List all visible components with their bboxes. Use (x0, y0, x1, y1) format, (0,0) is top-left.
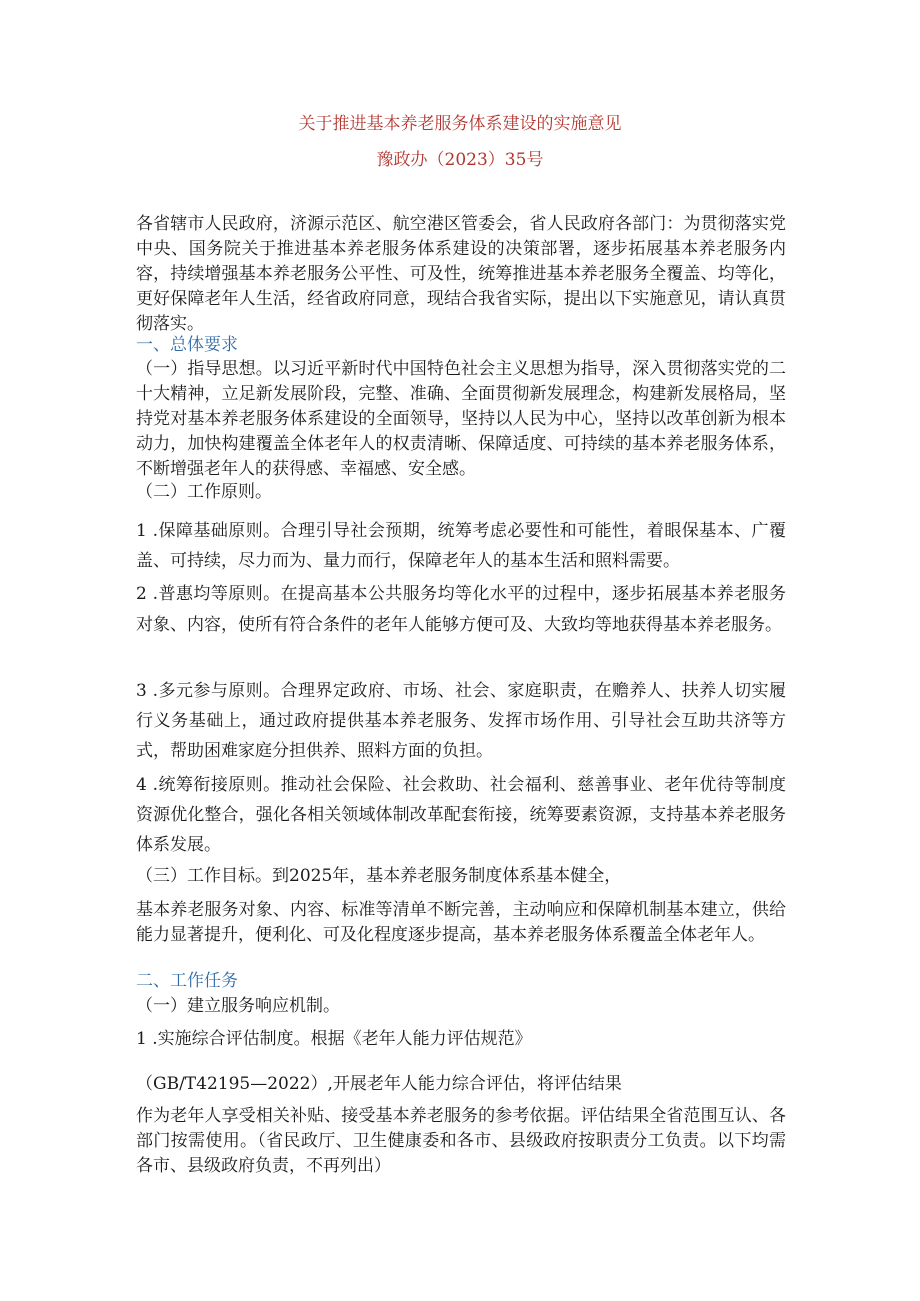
principle-1: 1 .保障基础原则。合理引导社会预期，统筹考虑必要性和可能性，着眼保基本、广覆盖、可持续，尽力而为、量力而行，保障老年人的基本生活和照料需要。 (136, 521, 786, 571)
principle-3: 3 .多元参与原则。合理界定政府、市场、社会、家庭职责，在赡养人、扶养人切实履行义务基础上，通过政府提供基本养老服务、发挥市场作用、引导社会互助共济等方式，帮助困难家庭分担供养、照料方面的负担。 (136, 681, 786, 761)
principle-2: 2 .普惠均等原则。在提高基本公共服务均等化水平的过程中，逐步拓展基本养老服务对象、内容，使所有符合条件的老年人能够方便可及、大致均等地获得基本养老服务。 (136, 584, 786, 635)
work-goal-line-1: （三）工作目标。到2025年，基本养老服务制度体系基本健全， (136, 866, 622, 886)
guiding-thought-paragraph: （一）指导思想。以习近平新时代中国特色社会主义思想为指导，深入贯彻落实党的二十大精神，立足新发展阶段，完整、准确、全面贯彻新发展理念，构建新发展格局，坚持党对基本养老服务体系建设的全面领导，坚持以人民为中心，坚持以改革创新为根本动力，加快构建覆盖全体老年人的权责清晰、保障适度、可持续的基本养老服务体系，不断增强老年人的获得感、幸福感、安全感。 (136, 359, 786, 479)
work-goal-line-2: 基本养老服务对象、内容、标准等清单不断完善，主动响应和保障机制基本建立，供给能力显著提升，便利化、可及化程度逐步提高，基本养老服务体系覆盖全体老年人。 (136, 900, 786, 945)
section-heading-general-requirements: 一、总体要求 (136, 335, 238, 355)
task-1-line-2: （GB/T42195—2022）,开展老年人能力综合评估，将评估结果 (136, 1074, 622, 1094)
principle-4: 4 .统筹衔接原则。推动社会保险、社会救助、社会福利、慈善事业、老年优待等制度资源优化整合，强化各相关领域体制改革配套衔接，统筹要素资源，支持基本养老服务体系发展。 (136, 775, 786, 855)
document-title: 关于推进基本养老服务体系建设的实施意见 (298, 114, 622, 134)
principles-heading: （二）工作原则。 (136, 482, 272, 502)
task-1-line-1: 1 .实施综合评估制度。根据《老年人能力评估规范》 (136, 1029, 532, 1049)
section-heading-work-tasks: 二、工作任务 (136, 971, 238, 991)
mechanism-heading: （一）建立服务响应机制。 (136, 996, 340, 1016)
task-1-line-3: 作为老年人享受相关补贴、接受基本养老服务的参考依据。评估结果全省范围互认、各部门按需使用。（省民政厅、卫生健康委和各市、县级政府按职责分工负责。以下均需各市、县级政府负责，不再列出） (136, 1106, 786, 1176)
intro-paragraph: 各省辖市人民政府，济源示范区、航空港区管委会，省人民政府各部门：为贯彻落实党中央、国务院关于推进基本养老服务体系建设的决策部署，逐步拓展基本养老服务内容，持续增强基本养老服务公平性、可及性，统筹推进基本养老服务全覆盖、均等化，更好保障老年人生活，经省政府同意，现结合我省实际，提出以下实施意见，请认真贯彻落实。 (136, 214, 786, 334)
document-number: 豫政办（2023）35号 (376, 150, 544, 170)
